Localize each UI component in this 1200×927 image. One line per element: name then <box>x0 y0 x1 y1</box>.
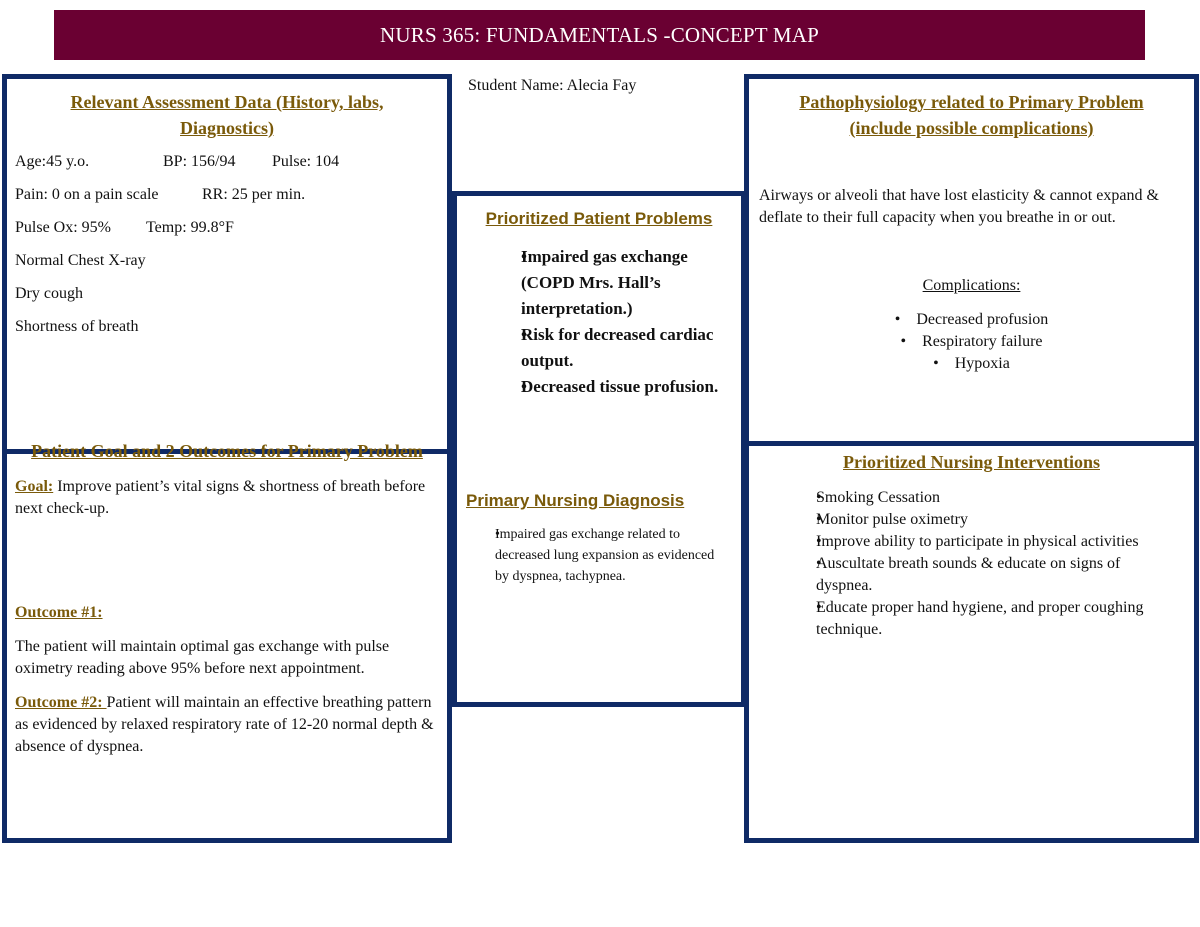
vitals-row-2 <box>15 184 447 206</box>
complication-text: Hypoxia <box>954 355 1010 372</box>
intervention-text: Educate proper hand hygiene, and proper coughing technique. <box>816 599 1144 638</box>
intervention-item <box>789 553 1180 597</box>
outcome-1-text: The patient will maintain optimal gas exchange with pulse oximetry reading above 95% before next appointment. <box>15 638 390 677</box>
diagnosis-list <box>467 524 727 587</box>
complication-item <box>749 331 1194 353</box>
xray-finding: Normal Chest X-ray <box>15 252 146 269</box>
pathophysiology-box <box>744 74 1199 446</box>
intervention-text: Monitor pulse oximetry <box>816 511 968 528</box>
goal-outcomes-heading: Patient Goal and 2 Outcomes for Primary Problem <box>31 441 423 461</box>
intervention-text: Smoking Cessation <box>816 489 941 506</box>
pathophysiology-text: Airways or alveoli that have lost elasticity & cannot expand & deflate to their full capacity when you breathe in or out. <box>759 187 1159 226</box>
outcome-2-text: Patient will maintain an effective breathing pattern as evidenced by relaxed respiratory rate of 12-20 normal depth & absence of dyspnea. <box>15 694 434 755</box>
goal-outcomes-box <box>2 441 452 843</box>
problem-item <box>477 322 727 374</box>
problems-list <box>477 244 727 400</box>
goal-paragraph <box>15 476 435 520</box>
pulse-ox-value: Pulse Ox: 95% <box>15 219 111 236</box>
complication-item <box>749 353 1194 375</box>
vitals-row-1 <box>15 151 447 173</box>
page-title-banner <box>54 10 1145 60</box>
assessment-heading: Relevant Assessment Data (History, labs, Diagnostics) <box>70 92 384 138</box>
outcome-2-label: Outcome #2: <box>15 694 107 711</box>
interventions-list <box>789 487 1180 641</box>
page-title: NURS 365: FUNDAMENTALS -CONCEPT MAP <box>380 22 819 47</box>
problem-item <box>477 244 727 322</box>
problem-text: Impaired gas exchange (COPD Mrs. Hall’s interpretation.) <box>521 247 688 318</box>
rr-value: RR: 25 per min. <box>202 186 306 203</box>
outcome-2-paragraph <box>15 692 435 758</box>
vitals-row-3 <box>15 217 447 239</box>
intervention-item <box>789 531 1180 553</box>
bullet-icon: • <box>894 311 901 328</box>
complications-list <box>749 309 1194 375</box>
complication-text: Respiratory failure <box>922 333 1043 350</box>
intervention-item <box>789 597 1180 641</box>
intervention-item <box>789 509 1180 531</box>
outcome-1-label: Outcome #1: <box>15 604 103 621</box>
problem-text: Decreased tissue profusion. <box>521 377 719 396</box>
goal-label: Goal: <box>15 478 54 495</box>
complication-item <box>749 309 1194 331</box>
student-name: Student Name: Alecia Fay <box>468 77 637 94</box>
intervention-text: Improve ability to participate in physical activities <box>816 533 1139 550</box>
assessment-box <box>2 74 452 454</box>
interventions-box <box>744 441 1199 843</box>
problem-text: Risk for decreased cardiac output. <box>521 325 714 370</box>
bullet-icon: • <box>900 333 907 350</box>
intervention-text: Auscultate breath sounds & educate on signs of dyspnea. <box>816 555 1121 594</box>
age-value: Age:45 y.o. <box>15 153 90 170</box>
problems-heading: Prioritized Patient Problems <box>485 209 713 228</box>
intervention-item <box>789 487 1180 509</box>
pulse-value: Pulse: 104 <box>272 153 340 170</box>
goal-text: Improve patient’s vital signs & shortness of breath before next check-up. <box>15 478 426 517</box>
interventions-heading: Prioritized Nursing Interventions <box>843 452 1100 472</box>
diagnosis-item <box>467 524 727 587</box>
bp-value: BP: 156/94 <box>163 153 236 170</box>
bullet-icon: • <box>933 355 939 372</box>
diagnosis-text: Impaired gas exchange related to decreased lung expansion as evidenced by dyspnea, tachypnea. <box>495 527 715 584</box>
temp-value: Temp: 99.8°F <box>146 219 234 236</box>
cough-finding: Dry cough <box>15 285 83 302</box>
problems-box <box>452 191 746 707</box>
complications-label: Complications: <box>922 277 1021 294</box>
breath-finding: Shortness of breath <box>15 318 139 335</box>
pathophysiology-heading: Pathophysiology related to Primary Problem (include possible complications) <box>799 92 1144 138</box>
complication-text: Decreased profusion <box>916 311 1049 328</box>
problem-item <box>477 374 727 400</box>
diagnosis-heading: Primary Nursing Diagnosis <box>466 491 685 510</box>
pain-value: Pain: 0 on a pain scale <box>15 186 159 203</box>
